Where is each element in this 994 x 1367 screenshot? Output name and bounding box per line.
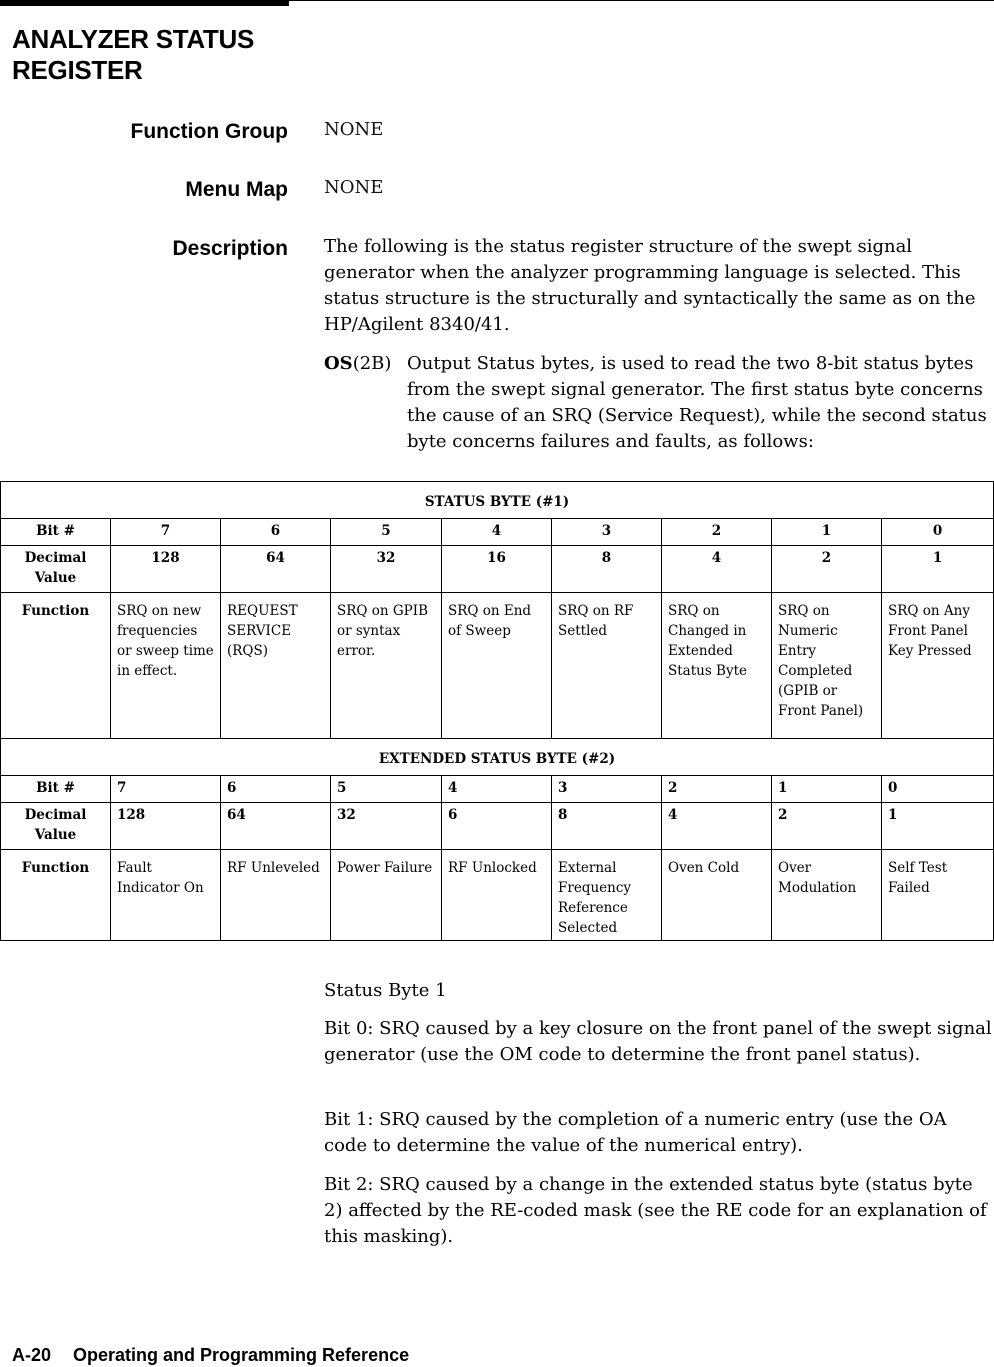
- status-byte-2-bit: 1: [772, 776, 882, 803]
- os-command-suffix: (2B): [352, 353, 392, 374]
- status-byte-2-function: Fault Indicator On: [111, 850, 221, 941]
- status-byte-2-caption: EXTENDED STATUS BYTE (#2): [1, 739, 994, 776]
- status-byte-2-decimal: 128: [111, 803, 221, 850]
- status-byte-2-function: RF Unleveled: [221, 850, 331, 941]
- header-rule-thin: [289, 0, 994, 1]
- menu-map-label: Menu Map: [185, 178, 288, 201]
- status-byte-2-decimal: 2: [772, 803, 882, 850]
- page-title-line-2: REGISTER: [12, 55, 143, 85]
- status-byte-2-decimal: 64: [221, 803, 331, 850]
- status-byte-1-heading: Status Byte 1: [324, 980, 447, 1001]
- status-byte-1-bit: 6: [221, 519, 331, 546]
- bit-2-paragraph: Bit 2: SRQ caused by a change in the extended status byte (status byte 2) affected by the RE-coded mask (see the RE code for an explanation of this masking).: [324, 1174, 987, 1247]
- page-title: [12, 24, 254, 86]
- status-byte-1-function: SRQ on new frequencies or sweep time in effect.: [111, 593, 221, 739]
- status-byte-2-decimal-label: Decimal Value: [1, 803, 111, 850]
- status-byte-1-function: REQUEST SERVICE (RQS): [221, 593, 331, 739]
- status-byte-1-decimal: 1: [882, 546, 994, 593]
- status-byte-1-bit: 4: [442, 519, 552, 546]
- description-label: Description: [172, 237, 288, 260]
- status-byte-2-bit: 3: [552, 776, 662, 803]
- status-byte-2-decimal: 1: [882, 803, 994, 850]
- status-byte-1-decimal: 64: [221, 546, 331, 593]
- status-byte-2-bit: 2: [662, 776, 772, 803]
- status-byte-2-bit: 7: [111, 776, 221, 803]
- function-group-label: Function Group: [130, 120, 288, 143]
- menu-map-value: NONE: [324, 177, 384, 198]
- status-byte-1-bit: 3: [552, 519, 662, 546]
- status-byte-1-bit: 7: [111, 519, 221, 546]
- status-byte-1-decimal: 8: [552, 546, 662, 593]
- status-byte-2-function-row: [1, 850, 994, 941]
- status-byte-1-decimal: 4: [662, 546, 772, 593]
- os-command-label: [324, 351, 391, 377]
- status-byte-1-bit: 5: [331, 519, 442, 546]
- status-byte-2-bit: 0: [882, 776, 994, 803]
- status-byte-1-function-row: [1, 593, 994, 739]
- status-byte-1-bit-row: [1, 519, 994, 546]
- status-byte-1-decimal: 128: [111, 546, 221, 593]
- status-byte-1-decimal: 16: [442, 546, 552, 593]
- status-byte-2-decimal: 6: [442, 803, 552, 850]
- bit-1-paragraph: Bit 1: SRQ caused by the completion of a numeric entry (use the OA code to determine the value of the numerical entry).: [324, 1109, 947, 1156]
- status-byte-2-bit-row: [1, 776, 994, 803]
- status-byte-table: [0, 481, 994, 941]
- status-byte-2-bit-label: Bit #: [1, 776, 111, 803]
- status-byte-2-decimal: 8: [552, 803, 662, 850]
- status-byte-1-bit: 0: [882, 519, 994, 546]
- status-byte-2-function: RF Unlocked: [442, 850, 552, 941]
- page-footer: [12, 1343, 409, 1367]
- page-title-line-1: ANALYZER STATUS: [12, 24, 255, 54]
- description-text: The following is the status register structure of the swept signal generator when the analyzer programming language is selected. This status structure is the structurally and syntactically the same as on the HP/Agilent 8340/41.: [324, 236, 976, 335]
- status-byte-2-bit: 6: [221, 776, 331, 803]
- status-byte-2-bit: 5: [331, 776, 442, 803]
- os-command-code: OS: [324, 353, 353, 374]
- status-byte-1-bit: 1: [772, 519, 882, 546]
- status-byte-2-caption-row: [1, 739, 994, 776]
- status-byte-1-function-label: Function: [1, 593, 111, 739]
- status-byte-1-decimal: 32: [331, 546, 442, 593]
- footer-page-number: A-20: [12, 1345, 52, 1365]
- status-byte-1-function: SRQ on End of Sweep: [442, 593, 552, 739]
- footer-title: Operating and Programming Reference: [73, 1345, 410, 1365]
- status-byte-1-function: SRQ on Any Front Panel Key Pressed: [882, 593, 994, 739]
- os-command-text: Output Status bytes, is used to read the two 8-bit status bytes from the swept signal generator. The first status byte concerns the cause of an SRQ (Service Request), while the second status byte concerns failures and faults, as follows:: [407, 353, 987, 452]
- status-byte-2-function: Over Modulation: [772, 850, 882, 941]
- status-byte-2-function-label: Function: [1, 850, 111, 941]
- status-byte-1-decimal-row: [1, 546, 994, 593]
- header-rule-thick: [0, 0, 289, 6]
- status-byte-2-function: Power Failure: [331, 850, 442, 941]
- status-byte-1-function: SRQ on Numeric Entry Completed (GPIB or Front Panel): [772, 593, 882, 739]
- status-byte-2-decimal: 4: [662, 803, 772, 850]
- function-group-value: NONE: [324, 119, 384, 140]
- status-byte-1-bit: 2: [662, 519, 772, 546]
- status-byte-2-function: Oven Cold: [662, 850, 772, 941]
- status-byte-2-function: Self Test Failed: [882, 850, 994, 941]
- status-byte-1-caption: STATUS BYTE (#1): [1, 482, 994, 519]
- status-byte-1-function: SRQ on Changed in Extended Status Byte: [662, 593, 772, 739]
- status-byte-1-bit-label: Bit #: [1, 519, 111, 546]
- status-byte-1-function: SRQ on GPIB or syntax error.: [331, 593, 442, 739]
- status-byte-1-caption-row: [1, 482, 994, 519]
- status-byte-2-decimal-row: [1, 803, 994, 850]
- status-byte-1-function: SRQ on RF Settled: [552, 593, 662, 739]
- status-byte-1-decimal: 2: [772, 546, 882, 593]
- status-byte-2-bit: 4: [442, 776, 552, 803]
- bit-0-paragraph: Bit 0: SRQ caused by a key closure on the front panel of the swept signal generator (use the OM code to determine the front panel status).: [324, 1018, 992, 1065]
- status-byte-2-decimal: 32: [331, 803, 442, 850]
- status-byte-2-function: External Frequency Reference Selected: [552, 850, 662, 941]
- status-byte-1-decimal-label: Decimal Value: [1, 546, 111, 593]
